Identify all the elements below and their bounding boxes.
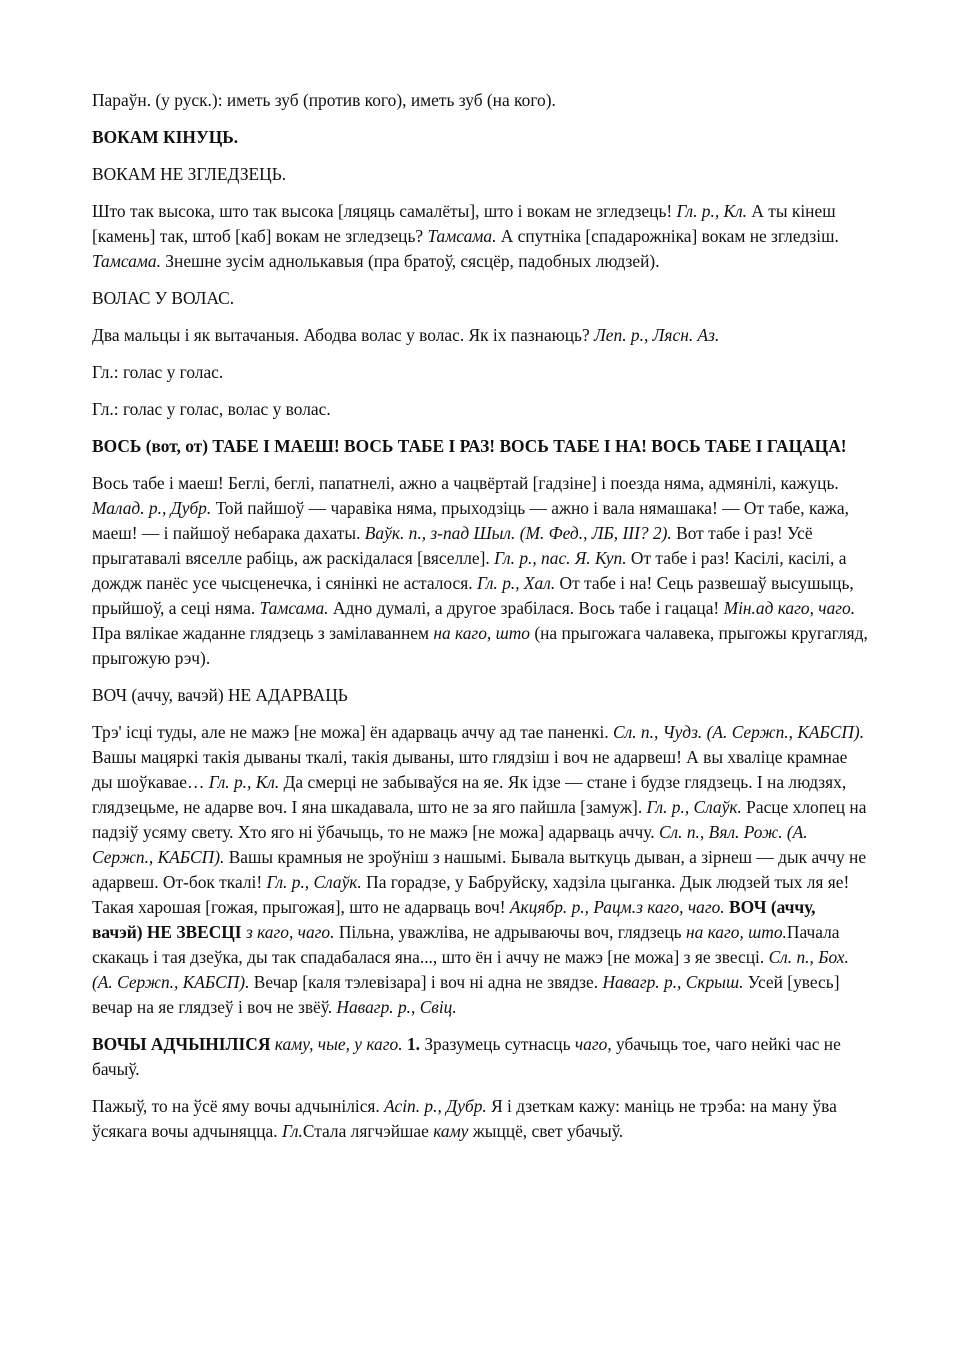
- text-run: Гл.: голас у голас.: [92, 362, 224, 382]
- text-run: Тамсама.: [92, 251, 161, 271]
- text-run: Адно думалі, а другое зрабілася. Вось табе і гацаца!: [328, 598, 724, 618]
- text-run: ВОЛАС У ВОЛАС.: [92, 288, 235, 308]
- text-run: Той пайшоў — чаравіка няма, прыходзіць — ажно і вала нямашака! — От табе, кажа, маеш! — і пайшоў небарака дахаты.: [92, 498, 849, 543]
- text-run: Пільна, уважліва, не адрываючы воч, глядзець: [334, 922, 686, 942]
- text-run: ВОСЬ (вот, от) ТАБЕ І МАЕШ! ВОСЬ ТАБЕ І РАЗ! ВОСЬ ТАБЕ І НА! ВОСЬ ТАБЕ І ГАЦАЦА!: [92, 436, 847, 456]
- heading-volas-u-volas: [92, 286, 868, 311]
- text-run: Гл. р., Хал.: [476, 573, 556, 593]
- text-run: Навагр. р., Скрыш.: [602, 972, 744, 992]
- example-vokam-ne-zgledzets: [92, 199, 868, 274]
- heading-vochy-adchyniliasia: [92, 1032, 868, 1082]
- text-run: Усей [увесь] вечар на яе глядзеў і воч не звёў.: [92, 972, 840, 1017]
- example-volas-u-volas: [92, 323, 868, 348]
- text-run: ВОЧЫ АДЧЫНІЛІСЯ: [92, 1034, 271, 1054]
- text-run: Пачала скакаць і тая дзеўка, ды так спадабалася яна..., што ён і аччу не мажэ [не можа] з яе звесці.: [92, 922, 840, 967]
- heading-vokam-kinuts: [92, 125, 868, 150]
- text-run: ВОЧ (аччу, вачэй) НЕ ЗВЕСЦІ: [92, 897, 816, 942]
- text-run: Параўн. (у руск.): иметь зуб (против кого), иметь зуб (на кого).: [92, 90, 556, 110]
- text-run: Акцябр. р., Рацм.з каго, чаго.: [509, 897, 725, 917]
- text-run: ВОКАМ КІНУЦЬ.: [92, 127, 239, 147]
- text-run: Расце хлопец на падзіў усяму свету. Хто яго ні ўбачыць, то не мажэ [не можа] адарваць аччу.: [92, 797, 867, 842]
- heading-vokam-ne-zgledzets: [92, 162, 868, 187]
- text-run: Гл. р., Кл.: [208, 772, 280, 792]
- text-run: з каго, чаго.: [245, 922, 335, 942]
- text-run: Гл. р., Слаўк.: [646, 797, 742, 817]
- text-run: Пра вялікае жаданне глядзець з замілаваннем: [92, 623, 434, 643]
- text-run: Асіп. р., Дубр.: [384, 1096, 487, 1116]
- text-run: Гл.: [281, 1121, 303, 1141]
- text-run: (на прыгожага чалавека, прыгожы кругагляд, прыгожую рэч).: [92, 623, 868, 668]
- text-run: А ты кінеш [камень] так, штоб [каб] вокам не згледзець?: [92, 201, 836, 246]
- ref-golas-1: [92, 360, 868, 385]
- text-run: Два мальцы і як вытачаныя. Абодва волас у волас. Як іх пазнаюць?: [92, 325, 595, 345]
- text-run: Вот табе і раз! Усё прыгатавалі вяселле рабіць, аж раскідалася [вяселле].: [92, 523, 813, 568]
- text-run: Вашы крамныя не зроўніш з нашымі. Бывала выткуць дыван, а зірнеш — дык аччу не адарвеш. От-бок ткалі!: [92, 847, 867, 892]
- text-run: Я і дзеткам кажу: маніць не трэба: на ману ўва ўсякага вочы адчыняцца.: [92, 1096, 837, 1141]
- text-run: на каго, што.: [685, 922, 787, 942]
- text-run: Вашы мацяркі такія дываны ткалі, такія дываны, што глядзіш і воч не адарвеш! А вы хваліце крамнае ды шоўкавае…: [92, 747, 848, 792]
- text-run: Навагр. р., Свіц.: [336, 997, 457, 1017]
- text-run: ВОКАМ НЕ ЗГЛЕДЗЕЦЬ.: [92, 164, 287, 184]
- text-run: Сл. п., Чудз. (А. Сержп., КАБСП).: [613, 722, 865, 742]
- text-run: чаго: [574, 1034, 608, 1054]
- text-run: Гл. р., Слаўк.: [266, 872, 362, 892]
- text-run: Трэ' ісці туды, але не мажэ [не можа] ён адарваць аччу ад тае паненкі.: [92, 722, 614, 742]
- text-run: Знешне зусім аднолькавыя (пра братоў, сясцёр, падобных людзей).: [160, 251, 660, 271]
- text-run: каму, чые, у каго.: [274, 1034, 403, 1054]
- text-run: Мін.ад каго, чаго.: [723, 598, 856, 618]
- example-vos-tabe: [92, 471, 868, 671]
- document-page: [92, 88, 868, 1156]
- paraun-line-1: [92, 88, 868, 113]
- text-run: , убачыць тое, чаго нейкі час не бачыў.: [92, 1034, 841, 1079]
- text-run: жыццё, свет убачыў.: [468, 1121, 624, 1141]
- text-run: каму: [433, 1121, 469, 1141]
- text-run: Да смерці не забываўся на яе. Як ідзе — стане і будзе глядзець. І на людзях, глядзецьме, не адарве воч. І яна шкадавала, што не за яго пайшла [замуж].: [92, 772, 847, 817]
- text-run: Малад. р., Дубр.: [92, 498, 212, 518]
- text-run: От табе і раз! Касілі, касілі, а дождж панёс усе чысценечка, і сянінкі не асталося.: [92, 548, 847, 593]
- text-run: Ваўк. п., з-пад Шыл. (М. Фед., ЛБ, III? 2).: [364, 523, 672, 543]
- text-run: Зразумець сутнасць: [419, 1034, 575, 1054]
- text-run: Гл. р., пас. Я. Куп.: [494, 548, 627, 568]
- text-run: Вось табе і маеш! Беглі, беглі, папатнелі, ажно а чацвёртай [гадзіне] і поезда няма, адмянілі, кажуць.: [92, 473, 839, 493]
- text-run: Гл. р., Кл.: [676, 201, 748, 221]
- text-run: Гл.: голас у голас, волас у волас.: [92, 399, 331, 419]
- text-run: Тамсама.: [427, 226, 497, 246]
- text-run: Вечар [каля тэлевізара] і воч ні адна не звядзе.: [249, 972, 603, 992]
- text-run: Сл. п., Вял. Рож. (А. Сержп., КАБСП).: [92, 822, 808, 867]
- text-run: 1.: [406, 1034, 420, 1054]
- ref-golas-2: [92, 397, 868, 422]
- text-run: на каго, што: [433, 623, 530, 643]
- text-run: Сл. п., Бох. (А. Сержп., КАБСП).: [92, 947, 849, 992]
- text-run: Пажыў, то на ўсё яму вочы адчыніліся.: [92, 1096, 385, 1116]
- text-run: Тамсама.: [259, 598, 329, 618]
- text-run: От табе і на! Сець развешаў высушыць, прыйшоў, а сеці няма.: [92, 573, 854, 618]
- example-voch-ne-adarvats: [92, 720, 868, 1020]
- example-vochy-adchyniliasia: [92, 1094, 868, 1144]
- text-run: ВОЧ (аччу, вачэй) НЕ АДАРВАЦЬ: [92, 685, 348, 705]
- heading-vos-tabe: [92, 434, 868, 459]
- text-run: Леп. р., Лясн. Аз.: [594, 325, 720, 345]
- text-run: Стала лягчэйшае: [302, 1121, 434, 1141]
- text-run: А спутніка [спадарожніка] вокам не згледзіш.: [496, 226, 839, 246]
- heading-voch-ne-adarvats: [92, 683, 868, 708]
- text-run: Па горадзе, у Бабруйску, хадзіла цыганка. Дык людзей тых ля яе! Такая харошая [гожая, прыгожая], што не адарваць воч!: [92, 872, 850, 917]
- text-run: Што так высока, што так высока [ляцяць самалёты], што і вокам не згледзець!: [92, 201, 677, 221]
